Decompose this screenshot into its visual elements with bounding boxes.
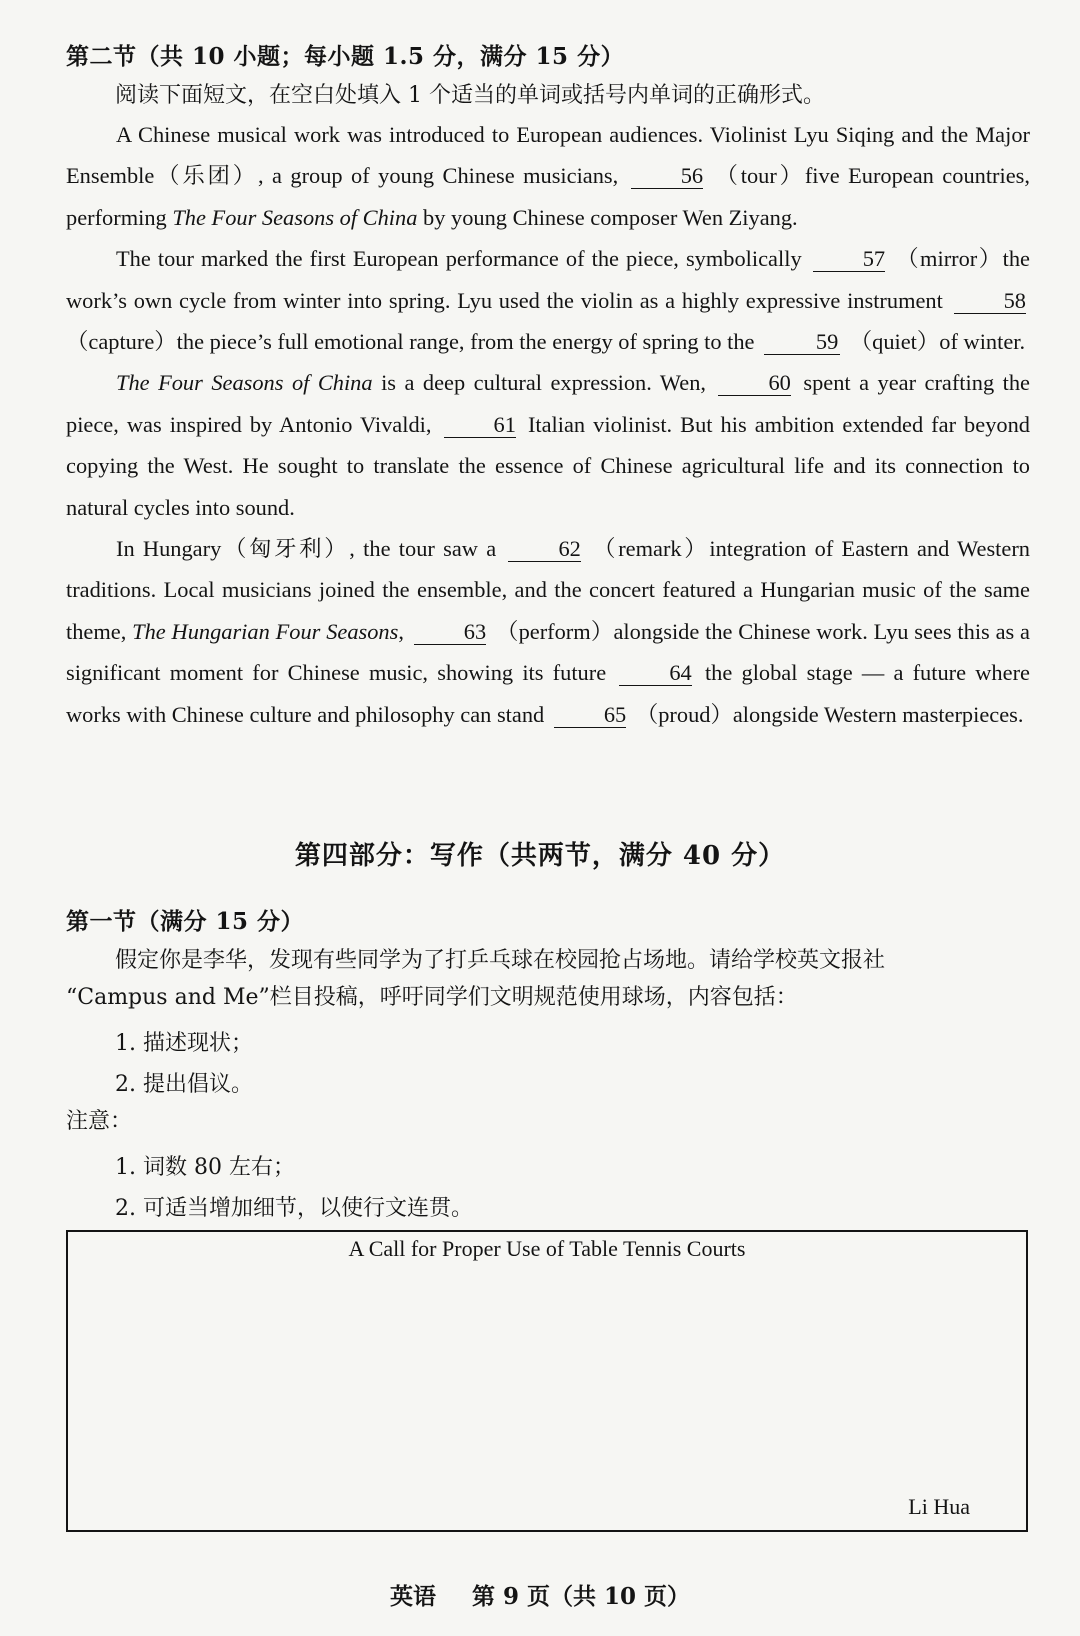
blank-65: 65 — [554, 703, 626, 728]
p2-text-a: The tour marked the first European performance of the piece, symbolically — [116, 246, 802, 272]
passage-paragraph-3 — [66, 362, 1030, 528]
p1-text-c: （tour）five European countries, performing — [66, 163, 1030, 230]
p4-work-title: The Hungarian Four Seasons — [132, 618, 399, 644]
answer-box[interactable] — [66, 1230, 1028, 1532]
section2-header: 第二节（共 10 小题；每小题 1.5 分，满分 15 分） — [66, 43, 625, 70]
passage-paragraph-1 — [66, 114, 1030, 238]
writing-prompt-line1: 假定你是李华，发现有些同学为了打乒乓球在校园抢占场地。请给学校英文报社 — [115, 948, 886, 973]
prompt-item-2: 2. 提出倡议。 — [115, 1072, 253, 1097]
footer-page-number: 第 9 页（共 10 页） — [471, 1583, 691, 1610]
signature: Li Hua — [908, 1494, 970, 1519]
p2-text-d: （capture）the piece’s full emotional range, from the energy of spring to the — [66, 329, 755, 355]
p4-text-f: （proud）alongside Western masterpieces. — [635, 701, 1024, 727]
blank-56: 56 — [631, 164, 703, 189]
blank-64: 64 — [619, 661, 691, 686]
p4-text-e: the global stage — a future where works with Chinese culture and philosophy can stand — [66, 660, 1030, 727]
part4-title: 第四部分：写作（共两节，满分 40 分） — [294, 841, 786, 871]
p4-text-b: （remark）integration of Eastern and Western traditions. Local musicians joined the ensemble, and the concert featured a Hungarian music of the same theme, — [66, 536, 1030, 644]
blank-62: 62 — [508, 537, 580, 562]
p3-text-d: Italian violinist. But his ambition extended far beyond copying the West. He sought to translate the essence of Chinese agricultural life and its connection to natural cycles into sound. — [66, 411, 1030, 520]
p4-text-a: In Hungary（匈牙利）, the tour saw a — [116, 536, 497, 562]
p2-text-e: （quiet）of winter. — [849, 329, 1026, 355]
footer-subject: 英语 — [389, 1583, 436, 1610]
page-footer — [0, 1578, 1080, 1611]
section2-instruction: 阅读下面短文，在空白处填入 1 个适当的单词或括号内单词的正确形式。 — [115, 83, 825, 108]
section1-header: 第一节（满分 15 分） — [66, 908, 305, 935]
blank-61: 61 — [444, 413, 516, 438]
p4-text-d: （perform）alongside the Chinese work. Lyu sees this as a significant moment for Chinese music, showing its future — [66, 618, 1030, 686]
blank-60: 60 — [718, 371, 790, 396]
blank-63: 63 — [414, 620, 486, 645]
blank-59: 59 — [764, 330, 840, 355]
prompt-item-1: 1. 描述现状； — [115, 1031, 253, 1056]
note-item-2: 2. 可适当增加细节，以使行文连贯。 — [115, 1196, 473, 1221]
p1-work-title: The Four Seasons of China — [172, 204, 418, 230]
note-label: 注意： — [66, 1109, 133, 1134]
cloze-passage — [66, 114, 1030, 735]
blank-57: 57 — [813, 247, 885, 272]
passage-paragraph-4 — [66, 528, 1030, 735]
passage-paragraph-2 — [66, 238, 1030, 362]
p3-text-b: is a deep cultural expression. Wen, — [381, 370, 706, 396]
p2-text-c: （mirror）the work’s own cycle from winter into spring. Lyu used the violin as a highly expressive instrument — [66, 246, 1030, 313]
p3-text-c: spent a year crafting the piece, was inspired by Antonio Vivaldi, — [66, 370, 1030, 437]
p4-comma: , — [398, 618, 404, 644]
note-item-1: 1. 词数 80 左右； — [115, 1155, 295, 1180]
writing-prompt-line2: “Campus and Me”栏目投稿，呼吁同学们文明规范使用球场，内容包括： — [66, 985, 798, 1010]
essay-title: A Call for Proper Use of Table Tennis Courts — [348, 1236, 746, 1261]
p1-text-e: by young Chinese composer Wen Ziyang. — [423, 204, 798, 230]
p1-text-a: A Chinese musical work was introduced to European audiences. Violinist Lyu Siqing and the Major Ensemble（乐团）, a group of young Chinese musicians, — [66, 122, 1030, 189]
blank-58: 58 — [954, 289, 1026, 314]
p3-work-title: The Four Seasons of China — [116, 370, 373, 396]
